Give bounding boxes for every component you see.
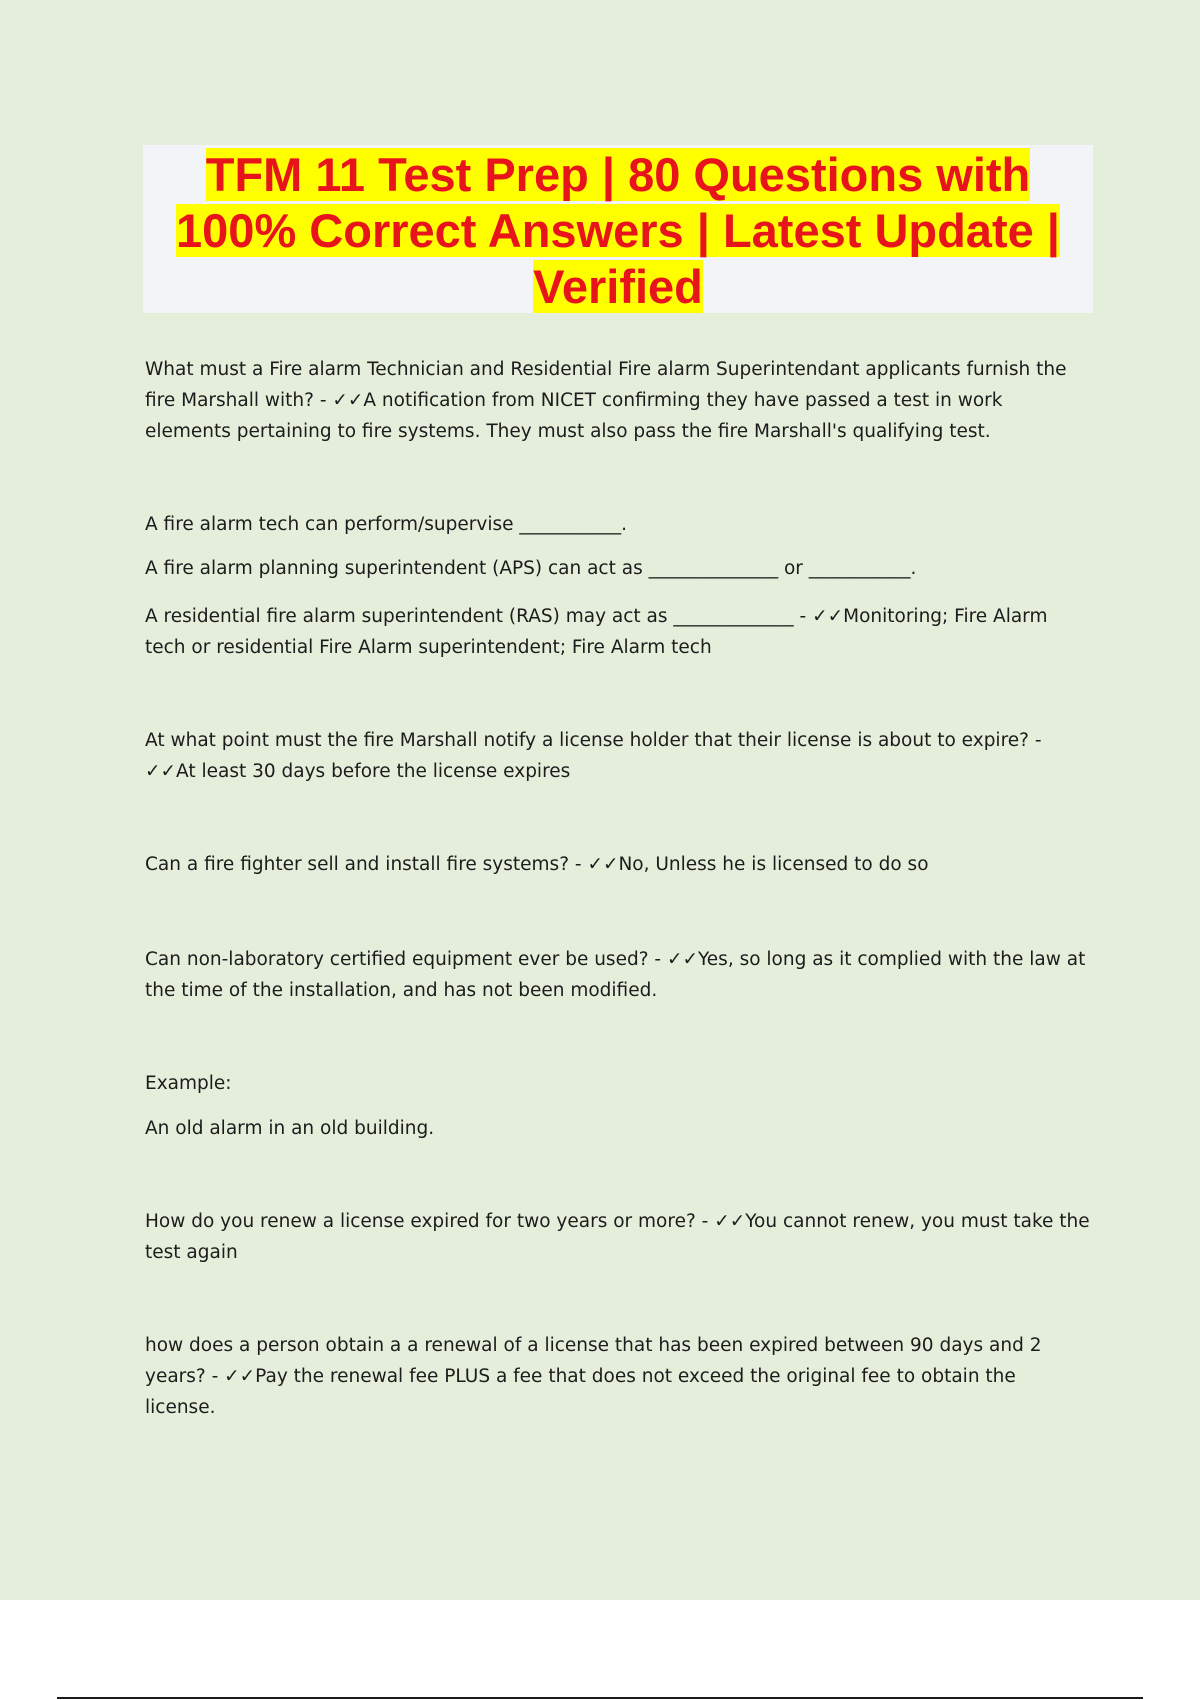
qa-paragraph: At what point must the fire Marshall notify a license holder that their license is about to expire? - ✓✓At least 30 days before the license expires (145, 730, 1048, 782)
document-title-text: TFM 11 Test Prep | 80 Questions with 100% Correct Answers | Latest Update | Verified (176, 148, 1060, 313)
qa-paragraph: What must a Fire alarm Technician and Residential Fire alarm Superintendant applicants furnish the fire Marshall with? - ✓✓A notification from NICET confirming they have passed a test in work elements pertaining to fire systems. They must also pass the fire Marshall's qualifying test. (145, 359, 1073, 442)
title-box (143, 145, 1093, 313)
qa-paragraph: how does a person obtain a a renewal of a license that has been expired between 90 days and 2 years? - ✓✓Pay the renewal fee PLUS a fee that does not exceed the original fee to obtain the license. (145, 1335, 1048, 1418)
qa-paragraph: A residential fire alarm superintendent (RAS) may act as _____________ - ✓✓Monitoring; Fire Alarm tech or residential Fire Alarm superintendent; Fire Alarm tech (145, 606, 1054, 658)
qa-paragraph: An old alarm in an old building. (145, 1118, 435, 1139)
document-title (143, 147, 1093, 315)
document-body (145, 354, 1096, 1423)
qa-paragraph: How do you renew a license expired for two years or more? - ✓✓You cannot renew, you must take the test again (145, 1211, 1096, 1263)
qa-paragraph: Can a fire fighter sell and install fire systems? - ✓✓No, Unless he is licensed to do so (145, 854, 929, 875)
qa-paragraph: Example: (145, 1073, 232, 1094)
qa-paragraph: Can non-laboratory certified equipment ever be used? - ✓✓Yes, so long as it complied with the law at the time of the installation, and has not been modified. (145, 949, 1092, 1001)
qa-paragraph: A fire alarm planning superintendent (APS) can act as ______________ or ___________. (145, 558, 917, 579)
qa-paragraph: A fire alarm tech can perform/supervise ___________. (145, 514, 627, 535)
footer-divider (57, 1697, 1143, 1699)
